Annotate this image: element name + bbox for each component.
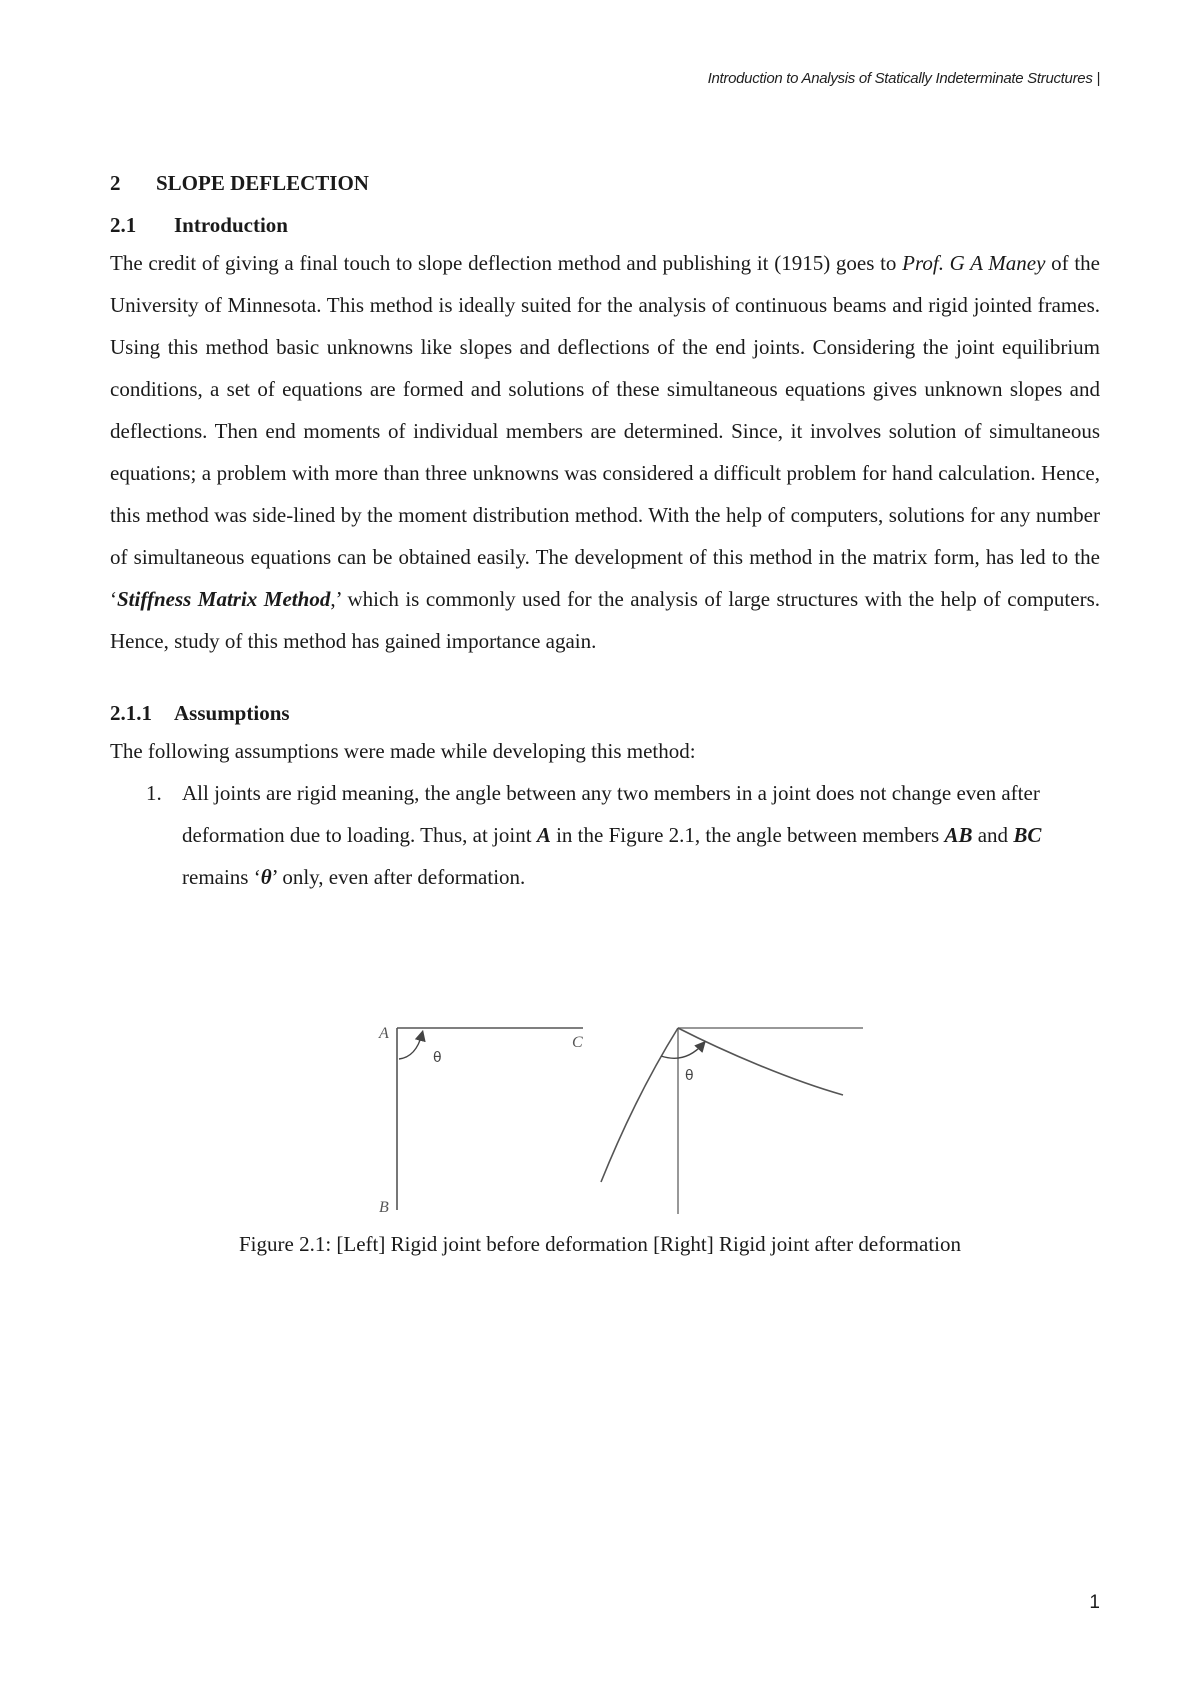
right-diagram xyxy=(601,1028,863,1214)
deformed-member-ac xyxy=(678,1028,843,1095)
subsubsection-heading xyxy=(110,698,1100,728)
intro-person: Prof. G A Maney xyxy=(902,251,1046,275)
item-text-2: in the Figure 2.1, the angle between members xyxy=(550,823,945,847)
subsection-number: 2.1 xyxy=(110,213,137,237)
spacer xyxy=(110,662,1100,698)
label-a: A xyxy=(379,1025,389,1042)
subsubsection-number: 2.1.1 xyxy=(110,701,152,725)
intro-text-1: The credit of giving a final touch to slope deflection method and publishing it (1915) goes to xyxy=(110,251,903,275)
label-c: C xyxy=(572,1034,583,1051)
intro-method-name: Stiffness Matrix Method xyxy=(117,587,331,611)
figure-caption: Figure 2.1: [Left] Rigid joint before deformation [Right] Rigid joint after deformation xyxy=(239,1232,961,1256)
item-member-1: AB xyxy=(944,823,973,847)
item-text-3: and xyxy=(972,823,1014,847)
item-angle: θ xyxy=(260,865,272,889)
item-joint: A xyxy=(536,823,551,847)
subsection-title: Introduction xyxy=(174,213,288,237)
running-header: Introduction to Analysis of Statically Indeterminate Structures | xyxy=(707,70,1100,87)
theta-arc-left xyxy=(399,1034,422,1059)
subsubsection-title: Assumptions xyxy=(174,701,290,725)
section-number: 2 xyxy=(110,171,121,195)
intro-text-3: ,’ which is commonly used for the analysis of large structures with the help of computers. Hence, study of this method has gained importance again. xyxy=(110,587,1101,653)
item-member-2: BC xyxy=(1013,823,1042,847)
page-number: 1 xyxy=(1089,1592,1100,1613)
intro-paragraph xyxy=(110,242,1100,662)
section-heading xyxy=(110,168,1100,198)
section-title: SLOPE DEFLECTION xyxy=(156,171,369,195)
deformed-member-ab xyxy=(601,1028,678,1182)
list-item xyxy=(110,772,1100,898)
item-text-5: ’ only, even after deformation. xyxy=(271,865,526,889)
intro-text-2: of the University of Minnesota. This method is ideally suited for the analysis of continuous beams and rigid jointed frames. Using this method basic unknowns like slopes and deflections of the end joints. Considering the joint equilibrium conditions, a set of equations are formed and solutions of these simultaneous equations gives unknown slopes and deflections. Then end moments of individual members are determined. Since, it involves solution of simultaneous equations; a problem with more than three unknowns was considered a difficult problem for hand calculation. Hence, this method was side-lined by the moment distribution method. With the help of computers, solutions for any number of simultaneous equations can be obtained easily. The development of this method in the matrix form, has led to the ‘ xyxy=(110,251,1100,611)
assumptions-list xyxy=(110,772,1100,898)
left-diagram xyxy=(378,1025,583,1216)
label-b: B xyxy=(379,1199,389,1216)
main-content xyxy=(110,168,1100,898)
item-text-1: All joints are rigid meaning, the angle between any two members in a joint does not change even after deformation due to loading. Thus, at joint xyxy=(182,781,1040,847)
list-marker: 1. xyxy=(146,781,162,805)
rigid-joint-figure xyxy=(380,1020,880,1220)
theta-label-right: θ xyxy=(685,1068,694,1084)
subsection-heading xyxy=(110,210,1100,240)
theta-label-left: θ xyxy=(433,1050,442,1066)
item-text-4: remains ‘ xyxy=(182,865,261,889)
assumptions-lead: The following assumptions were made while developing this method: xyxy=(110,739,696,763)
